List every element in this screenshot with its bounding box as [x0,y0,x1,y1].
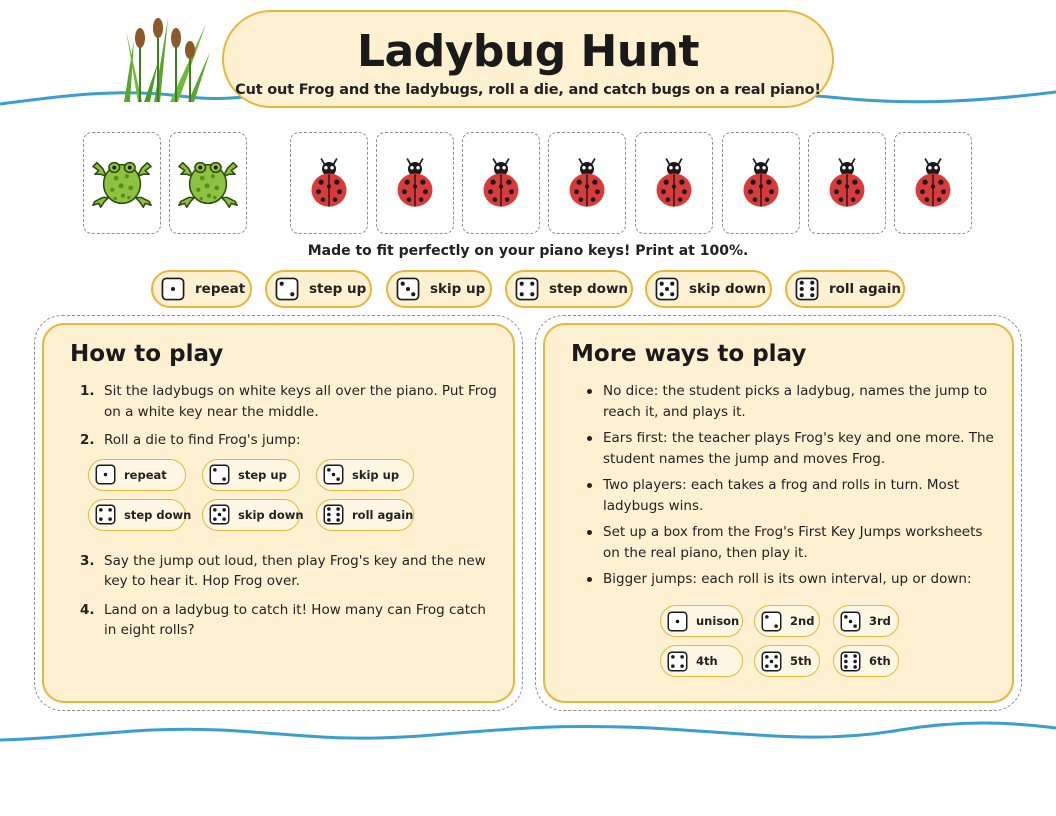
ladybug-card [635,132,713,234]
die-chip-label: skip up [352,467,400,482]
die-step-up-chip [265,270,372,308]
cattails-icon [118,12,218,104]
step-item: 4. Land on a ladybug to catch it! How many can Frog catch in eight rolls? [80,601,486,638]
print-note: Made to fit perfectly on your piano keys! Print at 100%. [307,243,749,259]
die-face-3-icon [323,464,344,485]
die-chip-label: roll again [352,507,414,522]
die-face-2-icon [275,277,299,301]
die-chip-label: 6th [869,654,891,668]
frog-icon [177,158,239,208]
die-step-down-chip [88,499,192,531]
die-skip-up-chip [386,270,492,308]
more-ways-heading: More ways to play [571,341,807,367]
die-face-5-icon [761,651,782,672]
list-item: Two players: each takes a frog and rolls in turn. Most ladybugs wins. [585,475,995,516]
ladybug-icon [740,156,782,210]
die-unison-chip [660,605,743,637]
die-chip-label: repeat [124,467,167,482]
die-skip-down-chip [645,270,772,308]
die-6th-chip [833,645,899,677]
how-to-play-heading: How to play [70,341,224,367]
die-chip-label: repeat [195,281,246,297]
die-2nd-chip [754,605,820,637]
die-repeat-chip [88,459,186,491]
die-face-6-icon [840,651,861,672]
die-4th-chip [660,645,743,677]
die-chip-label: 3rd [869,614,891,628]
die-chip-label: 2nd [790,614,815,628]
die-face-1-icon [161,277,185,301]
die-face-1-icon [95,464,116,485]
ladybug-card [548,132,626,234]
ladybug-card [808,132,886,234]
die-chip-label: step up [238,467,287,482]
frog-icon [91,158,153,208]
title-banner [222,10,834,108]
die-skip-up-chip [316,459,414,491]
list-item: Set up a box from the Frog's First Key Jumps worksheets on the real piano, then play it. [585,522,995,563]
die-chip-label: 4th [696,654,718,668]
die-chip-label: skip up [430,281,486,297]
die-face-1-icon [667,611,688,632]
frog-card [83,132,161,234]
ladybug-icon [826,156,868,210]
die-face-2-icon [209,464,230,485]
ladybug-card [290,132,368,234]
ladybug-icon [653,156,695,210]
step-item: 1. Sit the ladybugs on white keys all over the piano. Put Frog on a white key near the middle. [80,383,497,420]
more-ways-panel [535,315,1022,711]
die-face-6-icon [795,277,819,301]
die-face-5-icon [655,277,679,301]
how-to-play-steps [80,381,500,649]
die-chip-label: step down [124,507,192,522]
die-chip-label: step down [549,281,629,297]
ladybug-icon [308,156,350,210]
die-chip-label: skip down [689,281,767,297]
die-chip-label: unison [696,614,740,628]
die-face-2-icon [761,611,782,632]
die-repeat-chip [151,270,252,308]
frog-card [169,132,247,234]
list-item: Bigger jumps: each roll is its own interval, up or down: [585,569,995,590]
interval-grid [660,605,920,681]
list-item: Ears first: the teacher plays Frog's key and one more. The student names the jump and moves Frog. [585,428,995,469]
die-face-3-icon [840,611,861,632]
ladybug-card [722,132,800,234]
die-face-3-icon [396,277,420,301]
ladybug-card [462,132,540,234]
die-legend [0,270,1056,308]
die-5th-chip [754,645,820,677]
die-face-5-icon [209,504,230,525]
page-title: Ladybug Hunt [356,26,700,77]
ladybug-icon [394,156,436,210]
ladybug-icon [912,156,954,210]
die-chip-label: skip down [238,507,304,522]
die-roll-again-chip [785,270,905,308]
die-face-4-icon [667,651,688,672]
die-step-up-chip [202,459,300,491]
die-chip-label: roll again [829,281,902,297]
die-3rd-chip [833,605,899,637]
cutout-cards [0,132,1056,236]
page-subtitle: Cut out Frog and the ladybugs, roll a die, and catch bugs on a real piano! [235,82,821,98]
die-chip-label: 5th [790,654,812,668]
step-item: 3. Say the jump out loud, then play Frog's key and the new key to hear it. Hop Frog over. [80,552,486,589]
die-step-down-chip [505,270,633,308]
ladybug-card [894,132,972,234]
die-face-6-icon [323,504,344,525]
die-skip-down-chip [202,499,304,531]
how-to-play-panel [34,315,523,711]
ladybug-icon [566,156,608,210]
die-jump-grid [88,459,500,543]
die-face-4-icon [95,504,116,525]
ladybug-icon [480,156,522,210]
ladybug-card [376,132,454,234]
list-item: No dice: the student picks a ladybug, names the jump to reach it, and plays it. [585,381,995,422]
die-face-4-icon [515,277,539,301]
more-ways-list [585,381,995,596]
die-roll-again-chip [316,499,414,531]
step-item: 2. Roll a die to find Frog's jump: [80,432,301,448]
die-chip-label: step up [309,281,367,297]
